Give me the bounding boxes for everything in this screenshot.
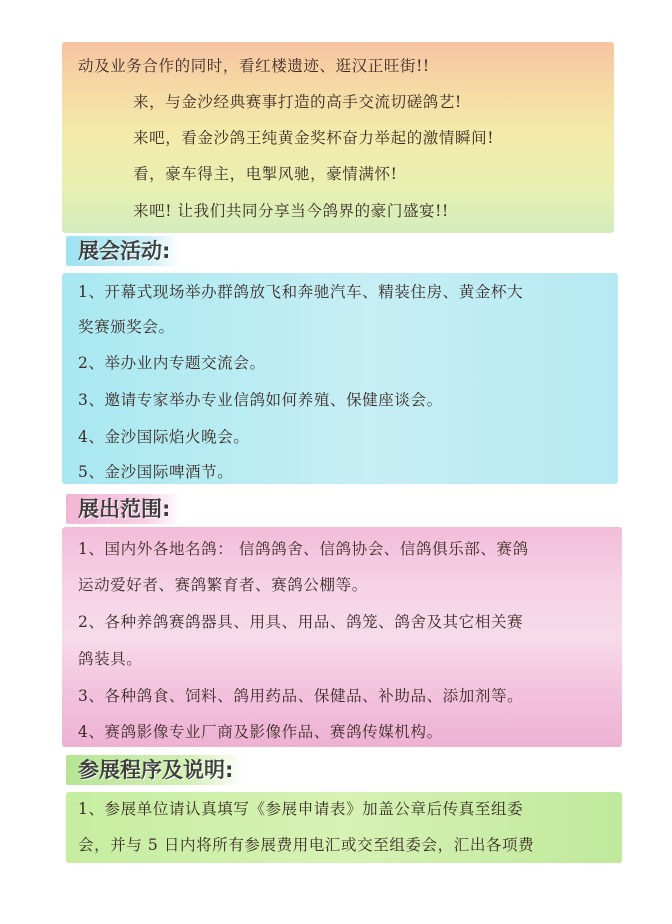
section-heading-scope: 展出范围: — [66, 494, 180, 524]
activity-item: 2、举办业内专题交流会。 — [78, 354, 266, 372]
intro-line: 来吧，看金沙鸽王纯黄金奖杯奋力举起的激情瞬间! — [133, 129, 495, 147]
scope-item: 3、各种鸽食、饲料、鸽用药品、保健品、补助品、添加剂等。 — [78, 687, 524, 705]
intro-line: 来，与金沙经典赛事打造的高手交流切磋鸽艺! — [133, 93, 462, 111]
activity-item: 4、金沙国际焰火晚会。 — [78, 428, 250, 446]
activities-panel — [62, 273, 618, 484]
scope-item: 1、国内外各地名鸽： 信鸽鸽舍、信鸽协会、信鸽俱乐部、赛鸽 — [78, 540, 529, 558]
scope-item: 鸽装具。 — [78, 650, 143, 668]
activity-item: 1、开幕式现场举办群鸽放飞和奔驰汽车、精装住房、黄金杯大 — [78, 283, 524, 301]
scope-item: 2、各种养鸽赛鸽器具、用具、用品、鸽笼、鸽舍及其它相关赛 — [78, 613, 524, 631]
activity-item: 奖赛颁奖会。 — [78, 318, 175, 336]
activity-item: 3、邀请专家举办专业信鸽如何养殖、保健座谈会。 — [78, 391, 443, 409]
scope-item: 4、赛鸽影像专业厂商及影像作品、赛鸽传媒机构。 — [78, 723, 443, 741]
intro-line: 看，豪车得主，电掣风驰，豪情满怀! — [133, 165, 398, 183]
activity-item: 5、金沙国际啤酒节。 — [78, 463, 234, 481]
section-heading-activities: 展会活动: — [66, 236, 180, 266]
section-heading-procedure: 参展程序及说明: — [66, 755, 243, 785]
procedure-item: 会，并与 5 日内将所有参展费用电汇或交至组委会，汇出各项费 — [78, 836, 535, 854]
scope-panel — [62, 527, 622, 747]
scope-item: 运动爱好者、赛鸽繁育者、赛鸽公棚等。 — [78, 576, 368, 594]
intro-line: 来吧! 让我们共同分享当今鸽界的豪门盛宴!! — [133, 202, 449, 220]
intro-line: 动及业务合作的同时，看红楼遗迹、逛汉正旺街!! — [78, 57, 430, 75]
procedure-item: 1、参展单位请认真填写《参展申请表》加盖公章后传真至组委 — [78, 800, 524, 818]
